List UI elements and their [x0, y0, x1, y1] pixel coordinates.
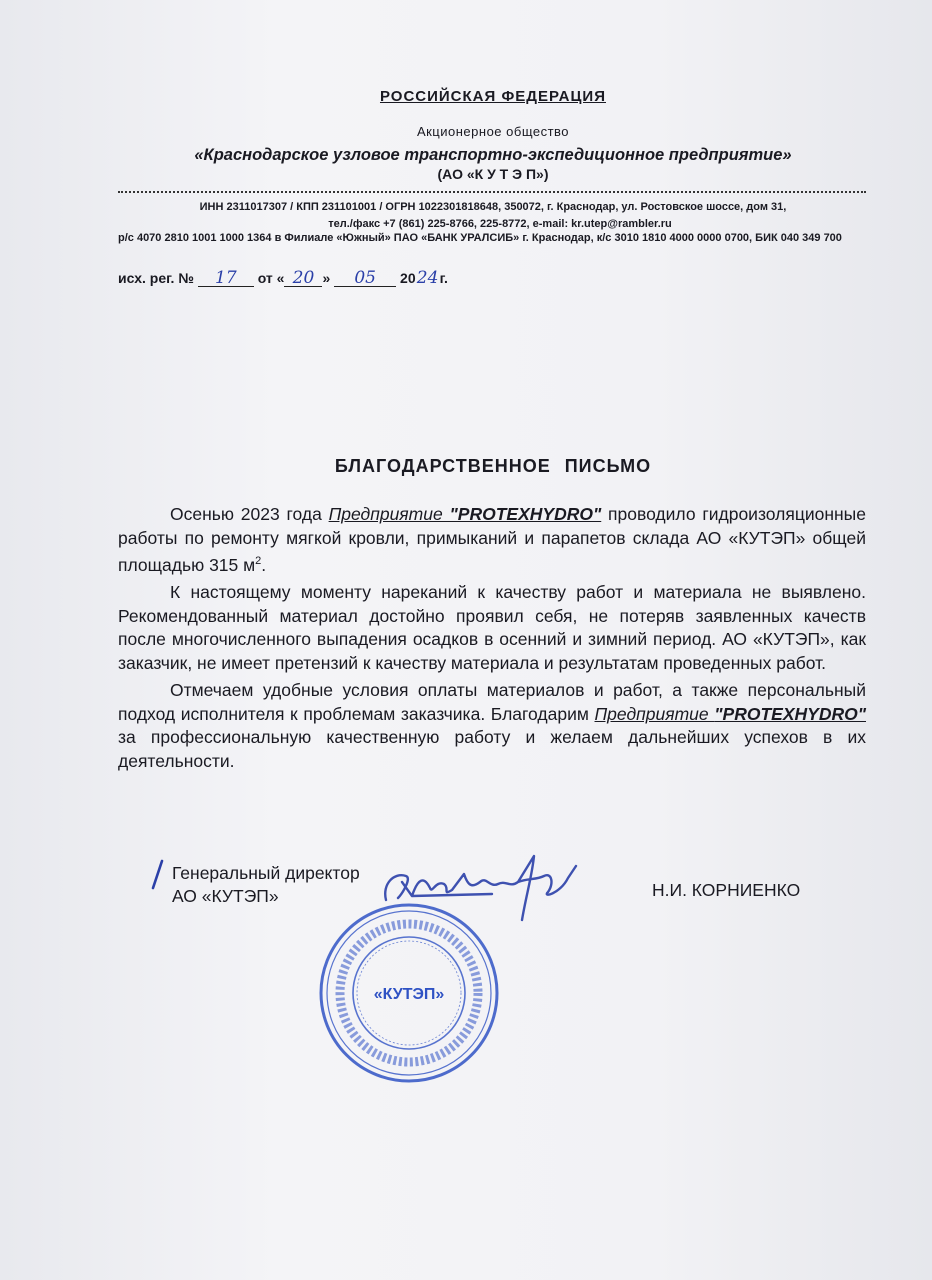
country-heading: РОССИЙСКАЯ ФЕДЕРАЦИЯ [379, 88, 606, 105]
handwritten-signature [372, 836, 592, 936]
company-name: «Краснодарское узловое транспортно-экспедиционное предприятие» [194, 146, 792, 164]
stamp-center-text: «КУТЭП» [373, 986, 445, 1003]
reg-year-value: 24 [416, 268, 439, 288]
p1-period: . [261, 554, 267, 575]
entity-2-name: "PROTEXHYDRO" [714, 703, 866, 724]
signatory-role-line-2: АО «КУТЭП» [172, 886, 279, 906]
reg-number-label: исх. рег. № [118, 270, 194, 286]
reg-year-unit: г. [439, 270, 448, 286]
reg-number-value: 17 [198, 270, 254, 287]
signatory-name: Н.И. КОРНИЕНКО [652, 880, 801, 900]
company-short-name: (АО «К У Т Э П») [437, 166, 549, 182]
p1-text-start: Осенью 2023 года [170, 504, 329, 524]
entity-mention-2 [595, 704, 867, 724]
registration-line [118, 270, 448, 287]
reg-from-label: от « [257, 270, 285, 286]
requisites-line-1: ИНН 2311017307 / КПП 231101001 / ОГРН 1022301818648, 350072, г. Краснодар, ул. Ростовское шоссе, дом 31, [199, 201, 787, 213]
p3-text-end: за профессиональную качественную работу и желаем дальнейших успехов в их деятельности. [118, 727, 866, 771]
requisites-line-2: тел./факс +7 (861) 225-8766, 225-8772, e-mail: kr.utep@rambler.ru [328, 218, 672, 230]
paragraph-3 [118, 679, 866, 773]
area-unit-sup: 2 [255, 555, 262, 567]
p3-text-start: Отмечаем удобные условия оплаты материалов и работ, а также персональный подход исполнителя к проблемам заказчика. Благодарим [118, 680, 866, 724]
ink-tick-mark [148, 858, 168, 892]
reg-day-value: 20 [284, 270, 322, 287]
entity-1-name: "PROTEXHYDRO" [449, 504, 602, 524]
entity-1-prefix: Предприятие [328, 504, 450, 524]
requisites-line-3: р/с 4070 2810 1001 1000 1364 в Филиале «Южный» ПАО «БАНК УРАЛСИБ» г. Краснодар, к/с 3010 1810 4000 0000 0700, БИК 040 349 700 [118, 232, 842, 244]
paragraph-1 [118, 503, 866, 577]
entity-mention-1 [329, 504, 602, 524]
reg-year-prefix: 20 [400, 270, 416, 286]
letter-body [118, 503, 866, 777]
reg-day-close: » [322, 270, 331, 286]
p1-text-end: проводило гидроизоляционные работы по ремонту мягкой кровли, примыканий и парапетов склада АО «КУТЭП» общей площадью 315 м [118, 504, 866, 575]
signatory-role-line-1: Генеральный директор [172, 863, 360, 883]
reg-month-value: 05 [334, 270, 396, 287]
company-type: Акционерное общество [416, 124, 570, 139]
letter-title: БЛАГОДАРСТВЕННОЕ ПИСЬМО [334, 456, 652, 476]
paragraph-2: К настоящему моменту нареканий к качеству работ и материала не выявлено. Рекомендованный материал достойно проявил себя, не потеряв заявленных качеств после многочисленного выпадения осадков в осенний и зимний период. АО «КУТЭП», как заказчик, не имеет претензий к качеству материала и результатам проведенных работ. [118, 582, 866, 673]
header-divider [118, 191, 866, 193]
entity-2-prefix: Предприятие [594, 703, 715, 724]
